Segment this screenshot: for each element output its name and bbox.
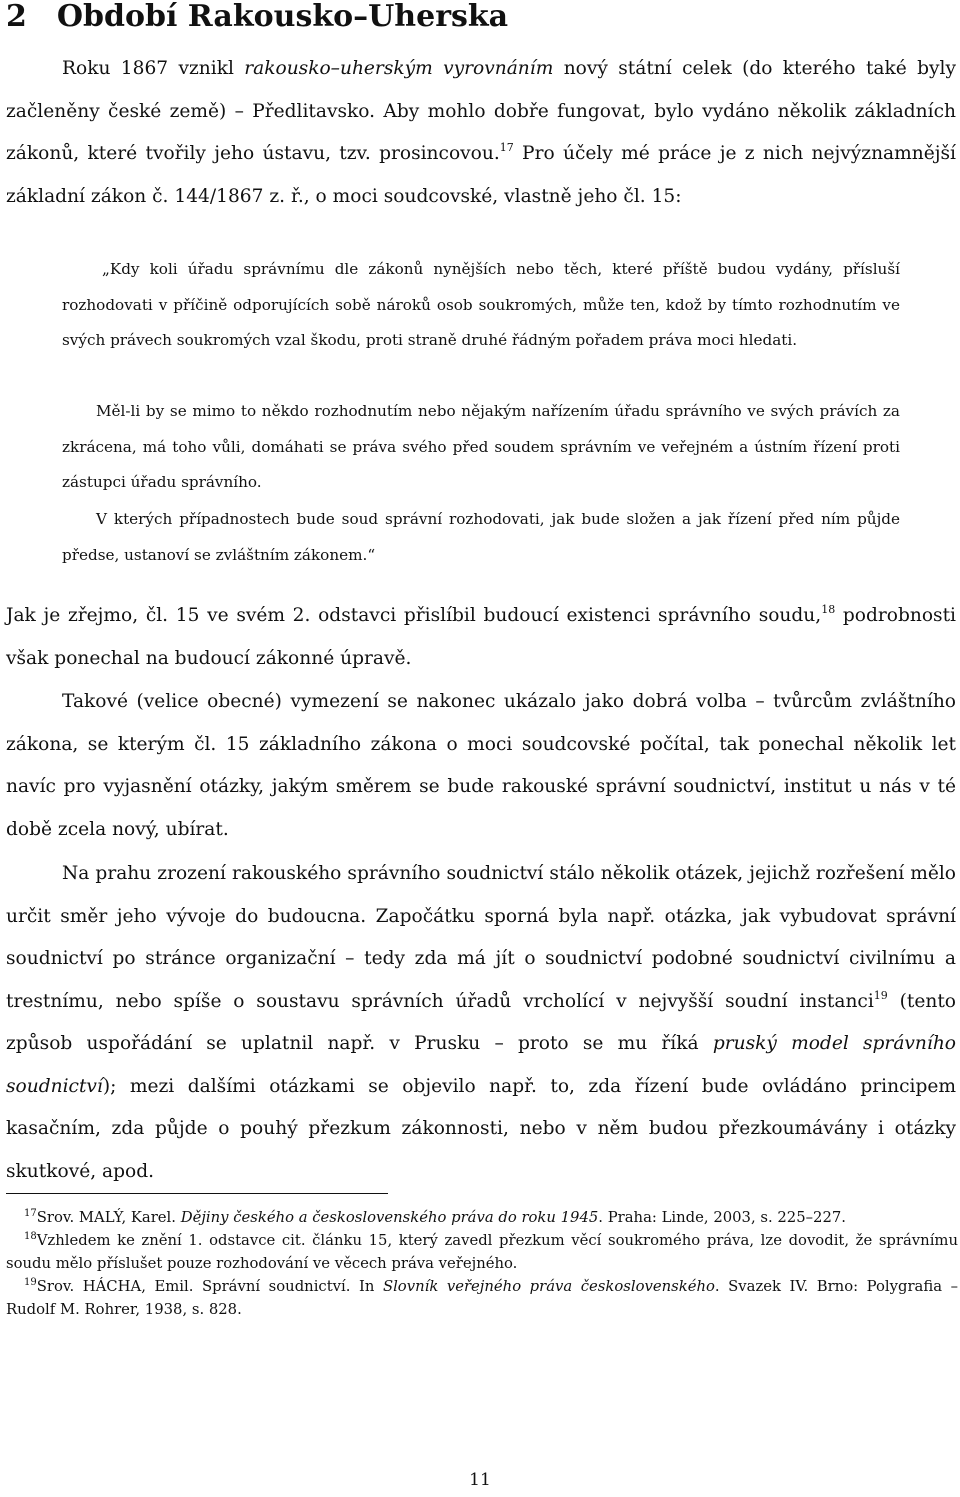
quote-paragraph-3: V kterých případnostech bude soud správní rozhodovati, jak bude složen a jak řízení před ním půjde předse, ustanoví se zvláštním zákonem.“ <box>62 510 900 564</box>
italic-term: rakousko–uherským vyrovnáním <box>244 58 554 79</box>
footnote-ref-19[interactable]: 19 <box>873 988 888 1002</box>
footnote-number: 17 <box>24 1208 37 1219</box>
text-run: nový státní celek (do kterého také byly začleněny české země) – Předlitavsko. Aby mohlo dobře fungovat, bylo vydáno několik základních zákonů, které tvořily jeho ústavu, tzv. prosincovou. <box>6 58 956 164</box>
paragraph-article-15 <box>6 595 956 680</box>
text-run: Jak je zřejmo, čl. 15 ve svém 2. odstavci přislíbil budoucí existenci správního soudu, <box>6 605 822 626</box>
book-title: Slovník veřejného práva československého <box>382 1278 715 1295</box>
text-run: Na prahu zrození rakouského správního soudnictví stálo několik otázek, jejichž rozřešení mělo určit směr jeho vývoje do budoucna. Započátku sporná byla např. otázka, jak vybudovat správní soudnictví po stránce organizační – tedy zda má jít o soudnictví podobné soudnictví civilnímu a trestnímu, nebo spíše o soustavu správních úřadů vrcholící v nejvyšší soudní instanci <box>6 863 956 1012</box>
text-run: . Svazek IV. Brno: Polygrafia – Rudolf M. Rohrer, 1938, s. 828. <box>6 1278 959 1318</box>
footnote-19 <box>6 1276 958 1321</box>
text-run: podrobnosti však ponechal na budoucí zákonné úpravě. <box>6 605 957 669</box>
quote-paragraph-2: Měl-li by se mimo to někdo rozhodnutím nebo nějakým nařízením úřadu správního ve svých právích za zkrácena, má toho vůli, domáhati se práva svého před soudem správním ve veřejném a ústním řízení proti zástupci úřadu správního. <box>62 402 900 492</box>
footnote-17 <box>6 1207 958 1230</box>
text-run: Pro účely mé práce je z nich nejvýznamnější základní zákon č. 144/1867 z. ř., o moci soudcovské, vlastně jeho čl. 15: <box>6 143 957 207</box>
text-run: Srov. HÁCHA, Emil. Správní soudnictví. In <box>36 1278 383 1295</box>
footnote-18 <box>6 1230 958 1275</box>
quote-paragraph-1: „Kdy koli úřadu správnímu dle zákonů nynějších nebo těch, které příště budou vydány, přísluší rozhodovati v příčině odporujících sobě nároků osob soukromých, může ten, kdož by tímto rozhodnutím ve svých právech soukromých vzal škodu, proti straně druhé řádným pořadem práva moci hledati. <box>62 260 900 350</box>
text-run: . Praha: Linde, 2003, s. 225–227. <box>598 1209 846 1226</box>
section-title: Období Rakousko–Uherska <box>56 0 509 34</box>
section-number: 2 <box>6 0 27 34</box>
paragraph-definition: Takové (velice obecné) vymezení se nakonec ukázalo jako dobrá volba – tvůrcům zvláštního zákona, se kterým čl. 15 základního zákona o moci soudcovské počítal, tak ponechal několik let navíc pro vyjasnění otázky, jakým směrem se bude rakouské správní soudnictví, institut u nás v té době zcela nový, ubírat. <box>6 691 956 840</box>
text-run: ); mezi dalšími otázkami se objevilo např. to, zda řízení bude ovládáno principem kasačním, zda půjde o pouhý přezkum zákonnosti, nebo v něm budou přezkoumávány i otázky skutkové, apod. <box>6 1075 956 1182</box>
footnote-ref-17[interactable]: 17 <box>499 141 514 154</box>
text-run: Srov. MALÝ, Karel. <box>36 1209 181 1226</box>
paragraph-questions <box>6 853 956 1193</box>
paragraph-intro <box>6 48 956 218</box>
page-number: 11 <box>469 1470 491 1490</box>
text-run: Vzhledem ke znění 1. odstavce cit. článku 15, který zavedl přezkum věcí soukromého práva, lze dovodit, že správnímu soudu mělo příslušet pouze rozhodování ve věcech práva veřejného. <box>6 1232 958 1272</box>
section-heading <box>6 0 508 34</box>
text-run: (tento způsob uspořádání se uplatnil např. v Prusku – proto se mu říká <box>6 990 956 1054</box>
footnote-divider <box>6 1193 388 1194</box>
footnote-ref-18[interactable]: 18 <box>821 603 836 616</box>
text-run: Roku 1867 vznikl <box>62 58 245 79</box>
italic-term: pruský model správního soudnictví <box>6 1033 957 1097</box>
footnote-number: 18 <box>24 1231 37 1242</box>
book-title: Dějiny českého a československého práva do roku 1945 <box>180 1209 599 1226</box>
footnote-number: 19 <box>24 1277 37 1288</box>
